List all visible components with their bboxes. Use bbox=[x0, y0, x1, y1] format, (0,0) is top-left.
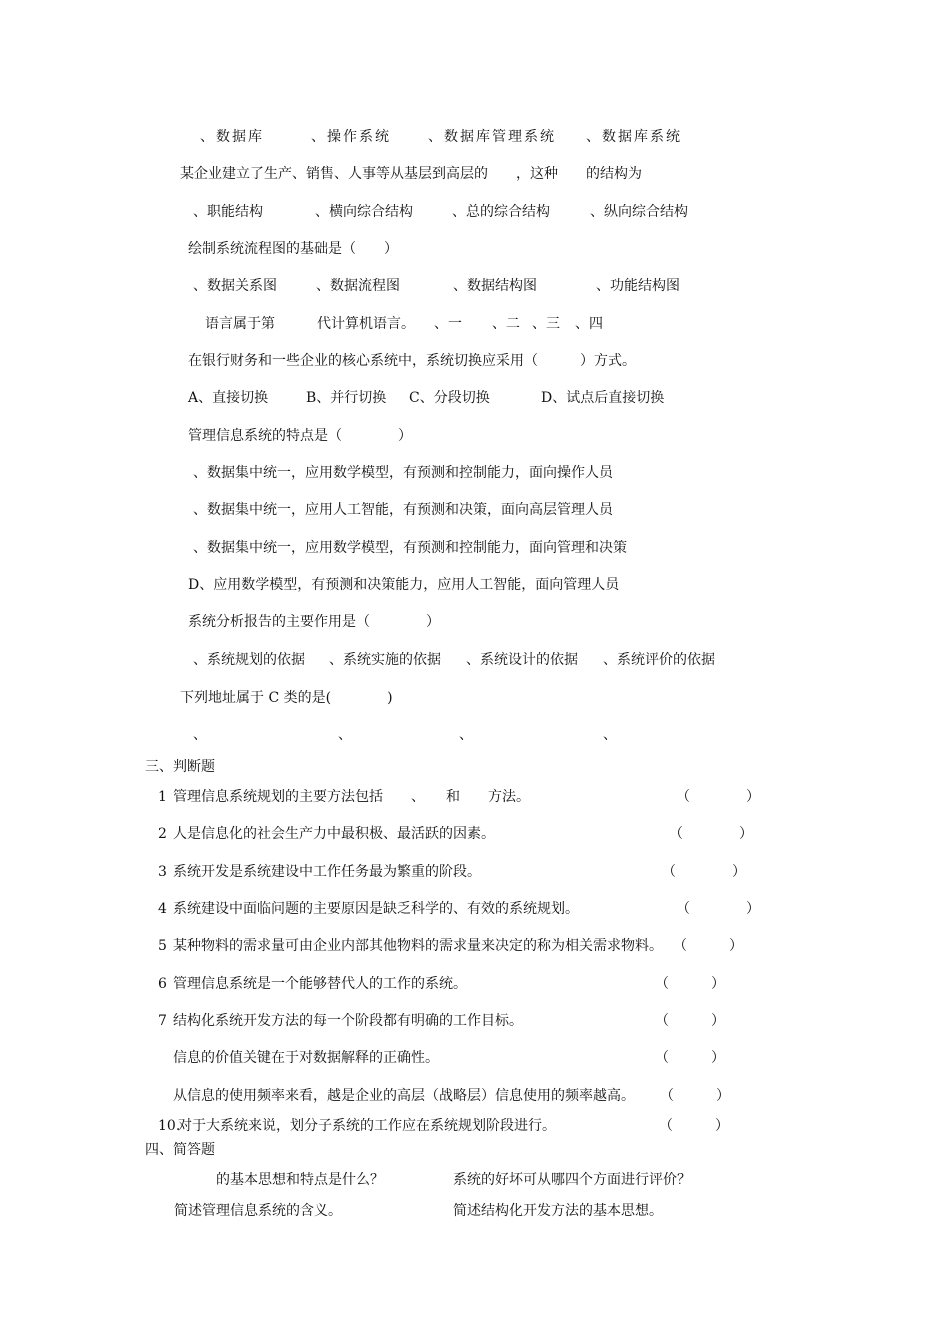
option-b: 、 bbox=[338, 727, 352, 743]
judge-text: 系统建设中面临问题的主要原因是缺乏科学的、有效的系统规划。 bbox=[173, 901, 579, 917]
option-b: 、操作系统 bbox=[311, 129, 391, 145]
option-a: 、职能结构 bbox=[193, 204, 263, 220]
option-b: 、数据流程图 bbox=[316, 278, 400, 294]
answer-blank: （ ） bbox=[655, 1013, 725, 1029]
option-a: 、系统规划的依据 bbox=[193, 652, 305, 668]
option-c: 、三 bbox=[532, 316, 560, 332]
judge-text: 人是信息化的社会生产力中最积极、最活跃的因素。 bbox=[173, 826, 495, 842]
question-report-stem: 系统分析报告的主要作用是（ ） bbox=[188, 614, 440, 630]
section-judge-heading: 三、判断题 bbox=[145, 759, 215, 775]
judge-text: 对于大系统来说，划分子系统的工作应在系统规划阶段进行。 bbox=[178, 1118, 556, 1134]
option-c: 、数据结构图 bbox=[453, 278, 537, 294]
option-c: 、数据库管理系统 bbox=[428, 129, 556, 145]
question-flowchart-stem: 绘制系统流程图的基础是（ ） bbox=[188, 241, 398, 257]
short-question-2: 系统的好坏可从哪四个方面进行评价？ bbox=[453, 1172, 691, 1188]
judge-text: 从信息的使用频率来看，越是企业的高层（战略层）信息使用的频率越高。 bbox=[173, 1088, 635, 1104]
judge-text: 结构化系统开发方法的每一个阶段都有明确的工作目标。 bbox=[173, 1013, 523, 1029]
answer-blank: （ ） bbox=[676, 901, 760, 917]
judge-num: 5 bbox=[158, 938, 167, 954]
judge-num: 6 bbox=[158, 976, 167, 992]
answer-blank: （ ） bbox=[673, 938, 743, 954]
answer-blank: （ ） bbox=[655, 1050, 725, 1066]
judge-text: 管理信息系统规划的主要方法包括 、 和 方法。 bbox=[173, 789, 530, 805]
option-d: D、试点后直接切换 bbox=[541, 390, 665, 406]
answer-blank: （ ） bbox=[660, 1088, 730, 1104]
question-address-stem: 下列地址属于 C 类的是( ) bbox=[180, 690, 393, 706]
option-d: 、 bbox=[603, 727, 617, 743]
option-b: 、数据集中统一，应用人工智能，有预测和决策，面向高层管理人员 bbox=[193, 502, 613, 518]
option-a: 、数据集中统一，应用数学模型，有预测和控制能力，面向操作人员 bbox=[193, 465, 613, 481]
option-b: 、二 bbox=[492, 316, 520, 332]
option-d: 、系统评价的依据 bbox=[603, 652, 715, 668]
judge-text: 管理信息系统是一个能够替代人的工作的系统。 bbox=[173, 976, 467, 992]
judge-text: 信息的价值关键在于对数据解释的正确性。 bbox=[173, 1050, 439, 1066]
option-d: 、功能结构图 bbox=[596, 278, 680, 294]
judge-num: 2 bbox=[158, 826, 167, 842]
judge-num: 10. bbox=[158, 1118, 181, 1134]
option-d: 、纵向综合结构 bbox=[590, 204, 688, 220]
short-question-1: 的基本思想和特点是什么？ bbox=[216, 1172, 384, 1188]
option-b: B、并行切换 bbox=[306, 390, 387, 406]
option-d: D、应用数学模型，有预测和决策能力，应用人工智能，面向管理人员 bbox=[188, 577, 620, 593]
option-d: 、四 bbox=[575, 316, 603, 332]
question-structure-stem: 某企业建立了生产、销售、人事等从基层到高层的 ，这种 的结构为 bbox=[180, 166, 642, 182]
answer-blank: （ ） bbox=[659, 1118, 729, 1134]
judge-text: 某种物料的需求量可由企业内部其他物料的需求量来决定的称为相关需求物料。 bbox=[173, 938, 663, 954]
judge-num: 3 bbox=[158, 864, 167, 880]
judge-num: 1 bbox=[158, 789, 167, 805]
option-c: C、分段切换 bbox=[409, 390, 490, 406]
option-a: 、一 bbox=[434, 316, 462, 332]
short-question-4: 简述结构化开发方法的基本思想。 bbox=[453, 1203, 663, 1219]
option-c: 、总的综合结构 bbox=[452, 204, 550, 220]
judge-num: 4 bbox=[158, 901, 167, 917]
option-a: 、 bbox=[193, 727, 207, 743]
question-mis-features-stem: 管理信息系统的特点是（ ） bbox=[188, 428, 412, 444]
answer-blank: （ ） bbox=[669, 826, 753, 842]
answer-blank: （ ） bbox=[676, 789, 760, 805]
option-c: 、系统设计的依据 bbox=[466, 652, 578, 668]
answer-blank: （ ） bbox=[655, 976, 725, 992]
option-a: 、数据库 bbox=[200, 129, 264, 145]
short-question-3: 简述管理信息系统的含义。 bbox=[174, 1203, 342, 1219]
question-generation-stem: 语言属于第 代计算机语言。 bbox=[205, 316, 415, 332]
answer-blank: （ ） bbox=[662, 864, 746, 880]
option-a: 、数据关系图 bbox=[193, 278, 277, 294]
option-b: 、横向综合结构 bbox=[315, 204, 413, 220]
option-c: 、数据集中统一，应用数学模型，有预测和控制能力，面向管理和决策 bbox=[193, 540, 627, 556]
option-a: A、直接切换 bbox=[188, 390, 269, 406]
judge-num: 7 bbox=[158, 1013, 167, 1029]
question-switch-stem: 在银行财务和一些企业的核心系统中，系统切换应采用（ ）方式。 bbox=[188, 353, 636, 369]
option-c: 、 bbox=[459, 727, 473, 743]
section-short-heading: 四、简答题 bbox=[145, 1142, 215, 1158]
option-b: 、系统实施的依据 bbox=[329, 652, 441, 668]
judge-text: 系统开发是系统建设中工作任务最为繁重的阶段。 bbox=[173, 864, 481, 880]
option-d: 、数据库系统 bbox=[586, 129, 682, 145]
